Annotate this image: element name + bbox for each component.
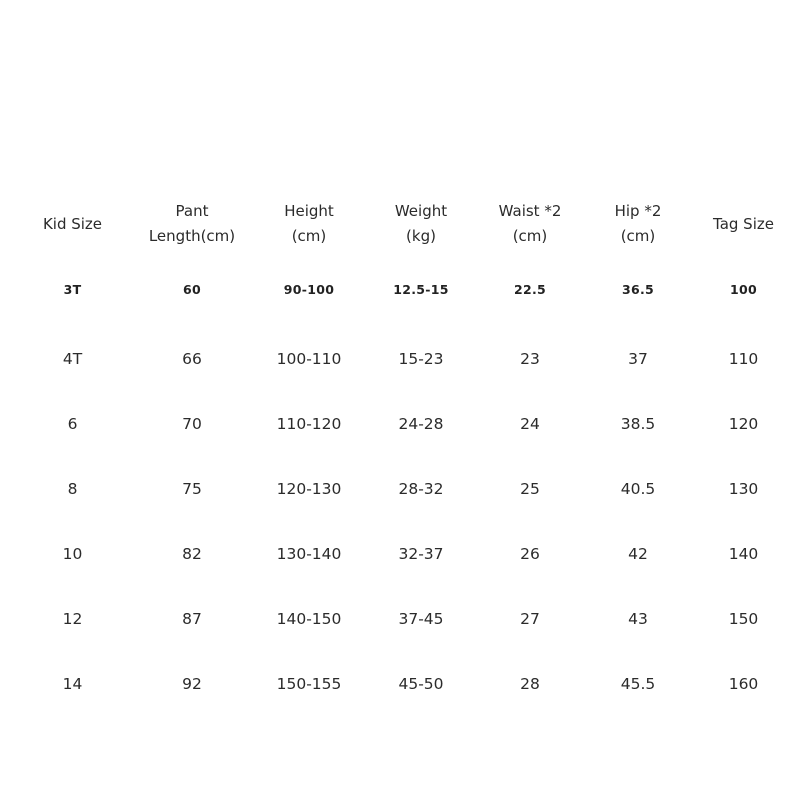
cell-kid-size: 4T [62,349,83,368]
table-row [14,391,794,456]
header-height [253,199,365,249]
table-row [14,456,794,521]
cell-weight: 32-37 [398,544,444,563]
cell-tag-size: 100 [730,281,757,297]
cell-height: 150-155 [276,674,342,693]
cell-pant-length: 70 [182,414,202,433]
header-unit: (cm) [620,227,656,245]
cell-height: 100-110 [276,349,342,368]
cell-weight: 45-50 [398,674,444,693]
header-tag-size [693,212,794,237]
table-row [14,252,794,326]
header-unit: Length(cm) [148,227,236,245]
cell-tag-size: 110 [728,349,759,368]
cell-pant-length: 92 [182,674,202,693]
header-label: Height [284,202,334,220]
cell-kid-size: 3T [63,281,82,297]
cell-hip: 40.5 [620,479,656,498]
cell-tag-size: 140 [728,544,759,563]
cell-pant-length: 87 [182,609,202,628]
cell-height: 140-150 [276,609,342,628]
cell-pant-length: 60 [183,281,201,297]
cell-hip: 36.5 [621,281,655,297]
cell-pant-length: 82 [182,544,202,563]
cell-tag-size: 120 [728,414,759,433]
cell-weight: 15-23 [398,349,444,368]
cell-waist: 28 [520,674,540,693]
header-label: Weight [394,202,448,220]
cell-weight: 37-45 [398,609,444,628]
header-unit: (kg) [406,227,436,245]
cell-kid-size: 10 [62,544,83,563]
cell-waist: 26 [520,544,540,563]
cell-pant-length: 66 [182,349,202,368]
cell-height: 110-120 [276,414,342,433]
header-waist [477,199,583,249]
cell-hip: 43 [628,609,648,628]
header-weight [365,199,477,249]
cell-waist: 23 [520,349,540,368]
cell-height: 120-130 [276,479,342,498]
cell-weight: 28-32 [398,479,444,498]
size-chart-table [14,196,794,716]
cell-hip: 45.5 [620,674,656,693]
cell-kid-size: 8 [67,479,78,498]
header-hip [583,199,693,249]
cell-kid-size: 12 [62,609,83,628]
header-label: Pant [175,202,209,220]
table-row [14,521,794,586]
cell-waist: 24 [520,414,540,433]
cell-tag-size: 160 [728,674,759,693]
cell-hip: 37 [628,349,648,368]
cell-waist: 22.5 [513,281,547,297]
cell-kid-size: 6 [67,414,78,433]
header-label: Hip *2 [614,202,662,220]
cell-waist: 27 [520,609,540,628]
cell-height: 90-100 [283,281,335,297]
cell-tag-size: 130 [728,479,759,498]
cell-pant-length: 75 [182,479,202,498]
cell-tag-size: 150 [728,609,759,628]
table-header-row [14,196,794,252]
cell-height: 130-140 [276,544,342,563]
header-kid-size [14,212,131,237]
header-label: Waist *2 [498,202,562,220]
cell-hip: 38.5 [620,414,656,433]
cell-kid-size: 14 [62,674,83,693]
header-unit: (cm) [291,227,327,245]
cell-hip: 42 [628,544,648,563]
table-row [14,651,794,716]
header-pant-length [131,199,253,249]
header-unit: (cm) [512,227,548,245]
cell-weight: 24-28 [398,414,444,433]
cell-weight: 12.5-15 [393,281,449,297]
header-label: Tag Size [713,214,774,233]
header-label: Kid Size [42,214,103,233]
table-row [14,586,794,651]
table-row [14,326,794,391]
cell-waist: 25 [520,479,540,498]
